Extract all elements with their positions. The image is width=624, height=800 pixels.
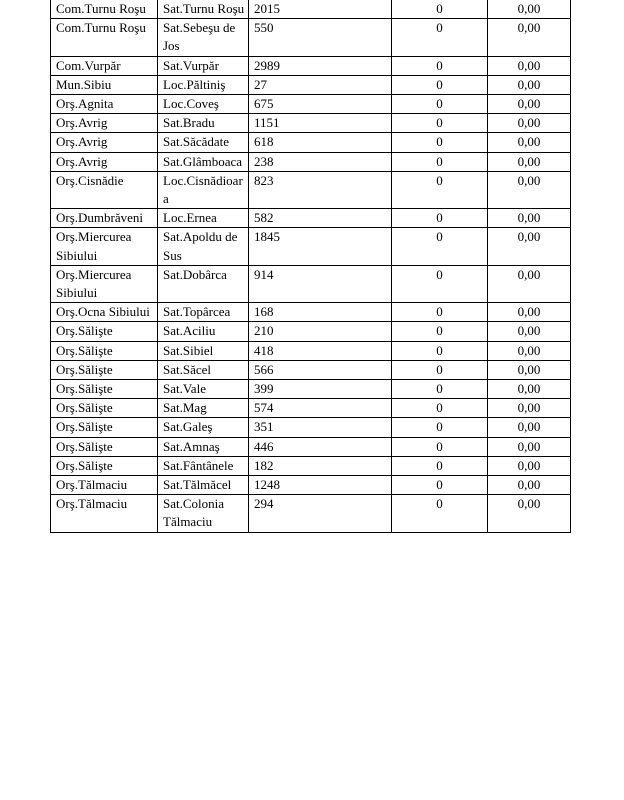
value-cell: 0,00: [488, 75, 571, 94]
table-row: [51, 418, 571, 437]
count-cell: 0: [392, 303, 488, 322]
locality-cell: Sat.Turnu Roşu: [158, 0, 249, 19]
table-row: [51, 341, 571, 360]
value-cell: 0,00: [488, 228, 571, 265]
count-cell: 0: [392, 399, 488, 418]
locality-cell: Sat.Galeş: [158, 418, 249, 437]
count-cell: 0: [392, 171, 488, 208]
count-cell: 0: [392, 95, 488, 114]
table-row: [51, 95, 571, 114]
population-cell: 675: [249, 95, 392, 114]
municipality-cell: Orş.Avrig: [51, 152, 158, 171]
count-cell: 0: [392, 209, 488, 228]
value-cell: 0,00: [488, 209, 571, 228]
municipality-cell: Orş.Avrig: [51, 133, 158, 152]
value-cell: 0,00: [488, 495, 571, 532]
population-cell: 418: [249, 341, 392, 360]
count-cell: 0: [392, 0, 488, 19]
locality-cell: Sat.Topârcea: [158, 303, 249, 322]
municipality-cell: Orş.Miercurea Sibiului: [51, 265, 158, 302]
municipality-cell: Orş.Sălişte: [51, 360, 158, 379]
municipality-cell: Orş.Dumbrăveni: [51, 209, 158, 228]
population-cell: 1151: [249, 114, 392, 133]
population-cell: 1248: [249, 476, 392, 495]
value-cell: 0,00: [488, 399, 571, 418]
value-cell: 0,00: [488, 56, 571, 75]
population-cell: 27: [249, 75, 392, 94]
municipality-cell: Orş.Sălişte: [51, 322, 158, 341]
population-cell: 550: [249, 19, 392, 56]
population-cell: 446: [249, 437, 392, 456]
locality-cell: Sat.Fântânele: [158, 456, 249, 475]
count-cell: 0: [392, 114, 488, 133]
municipality-cell: Orş.Sălişte: [51, 437, 158, 456]
population-cell: 566: [249, 360, 392, 379]
locality-cell: Sat.Apoldu de Sus: [158, 228, 249, 265]
value-cell: 0,00: [488, 360, 571, 379]
municipality-cell: Orş.Sălişte: [51, 418, 158, 437]
population-cell: 574: [249, 399, 392, 418]
population-cell: 2989: [249, 56, 392, 75]
locality-cell: Loc.Ernea: [158, 209, 249, 228]
count-cell: 0: [392, 341, 488, 360]
population-cell: 618: [249, 133, 392, 152]
municipality-cell: Orş.Tălmaciu: [51, 476, 158, 495]
count-cell: 0: [392, 56, 488, 75]
locality-cell: Sat.Glâmboaca: [158, 152, 249, 171]
municipality-cell: Orş.Avrig: [51, 114, 158, 133]
population-cell: 399: [249, 380, 392, 399]
municipality-cell: Com.Turnu Roşu: [51, 19, 158, 56]
table-row: [51, 228, 571, 265]
population-cell: 351: [249, 418, 392, 437]
table-row: [51, 380, 571, 399]
table-row: [51, 265, 571, 302]
value-cell: 0,00: [488, 341, 571, 360]
municipality-cell: Com.Turnu Roşu: [51, 0, 158, 19]
municipality-cell: Orş.Sălişte: [51, 380, 158, 399]
locality-cell: Sat.Aciliu: [158, 322, 249, 341]
population-cell: 168: [249, 303, 392, 322]
localities-table: [50, 0, 571, 533]
table-row: [51, 303, 571, 322]
municipality-cell: Mun.Sibiu: [51, 75, 158, 94]
municipality-cell: Orş.Agnita: [51, 95, 158, 114]
value-cell: 0,00: [488, 303, 571, 322]
value-cell: 0,00: [488, 418, 571, 437]
locality-cell: Loc.Păltiniş: [158, 75, 249, 94]
value-cell: 0,00: [488, 476, 571, 495]
locality-cell: Sat.Sibiel: [158, 341, 249, 360]
table-row: [51, 171, 571, 208]
value-cell: 0,00: [488, 19, 571, 56]
municipality-cell: Orş.Sălişte: [51, 341, 158, 360]
locality-cell: Loc.Cisnădioara: [158, 171, 249, 208]
count-cell: 0: [392, 418, 488, 437]
value-cell: 0,00: [488, 0, 571, 19]
count-cell: 0: [392, 360, 488, 379]
locality-cell: Sat.Săcel: [158, 360, 249, 379]
table-row: [51, 360, 571, 379]
count-cell: 0: [392, 152, 488, 171]
locality-cell: Sat.Săcădate: [158, 133, 249, 152]
count-cell: 0: [392, 322, 488, 341]
locality-cell: Sat.Tălmăcel: [158, 476, 249, 495]
value-cell: 0,00: [488, 95, 571, 114]
table-row: [51, 75, 571, 94]
municipality-cell: Orş.Cisnădie: [51, 171, 158, 208]
municipality-cell: Orş.Miercurea Sibiului: [51, 228, 158, 265]
table-row: [51, 437, 571, 456]
population-cell: 823: [249, 171, 392, 208]
municipality-cell: Orş.Tălmaciu: [51, 495, 158, 532]
table-row: [51, 476, 571, 495]
table-row: [51, 114, 571, 133]
count-cell: 0: [392, 228, 488, 265]
count-cell: 0: [392, 19, 488, 56]
table-body: [51, 0, 571, 532]
population-cell: 210: [249, 322, 392, 341]
locality-cell: Sat.Vurpăr: [158, 56, 249, 75]
locality-cell: Loc.Coveş: [158, 95, 249, 114]
municipality-cell: Orş.Sălişte: [51, 399, 158, 418]
municipality-cell: Orş.Ocna Sibiului: [51, 303, 158, 322]
count-cell: 0: [392, 75, 488, 94]
value-cell: 0,00: [488, 114, 571, 133]
count-cell: 0: [392, 133, 488, 152]
table-row: [51, 322, 571, 341]
table-row: [51, 399, 571, 418]
population-cell: 2015: [249, 0, 392, 19]
locality-cell: Sat.Dobârca: [158, 265, 249, 302]
table-row: [51, 0, 571, 19]
population-cell: 1845: [249, 228, 392, 265]
value-cell: 0,00: [488, 265, 571, 302]
population-cell: 182: [249, 456, 392, 475]
population-cell: 294: [249, 495, 392, 532]
count-cell: 0: [392, 380, 488, 399]
count-cell: 0: [392, 456, 488, 475]
locality-cell: Sat.Mag: [158, 399, 249, 418]
municipality-cell: Orş.Sălişte: [51, 456, 158, 475]
table-row: [51, 456, 571, 475]
locality-cell: Sat.Sebeşu de Jos: [158, 19, 249, 56]
value-cell: 0,00: [488, 171, 571, 208]
table-row: [51, 19, 571, 56]
population-cell: 238: [249, 152, 392, 171]
municipality-cell: Com.Vurpăr: [51, 56, 158, 75]
locality-cell: Sat.Bradu: [158, 114, 249, 133]
population-cell: 914: [249, 265, 392, 302]
locality-cell: Sat.Amnaş: [158, 437, 249, 456]
value-cell: 0,00: [488, 437, 571, 456]
locality-cell: Sat.Vale: [158, 380, 249, 399]
value-cell: 0,00: [488, 152, 571, 171]
count-cell: 0: [392, 265, 488, 302]
value-cell: 0,00: [488, 456, 571, 475]
population-cell: 582: [249, 209, 392, 228]
table-row: [51, 133, 571, 152]
table-row: [51, 209, 571, 228]
count-cell: 0: [392, 495, 488, 532]
count-cell: 0: [392, 476, 488, 495]
value-cell: 0,00: [488, 380, 571, 399]
value-cell: 0,00: [488, 322, 571, 341]
locality-cell: Sat.Colonia Tălmaciu: [158, 495, 249, 532]
value-cell: 0,00: [488, 133, 571, 152]
table-row: [51, 495, 571, 532]
table-row: [51, 152, 571, 171]
count-cell: 0: [392, 437, 488, 456]
table-row: [51, 56, 571, 75]
